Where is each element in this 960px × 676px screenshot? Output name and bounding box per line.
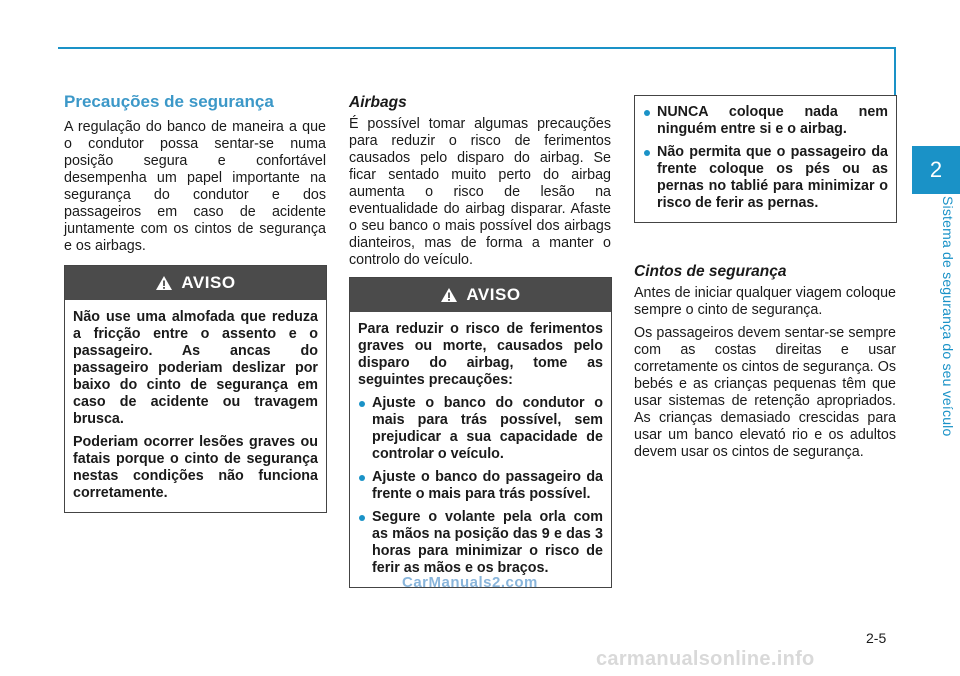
airbags-paragraph: É possível tomar algumas precauções para reduzir o risco de ferimentos causados pelo disparo do airbag. Se ficar sentado muito perto do airbag aumenta o risco de lesão na eventualidade do airbag disparar. Afaste o seu banco o mais possível dos airbags dianteiros, mas de forma a manter o controlo do veículo. — [349, 116, 611, 268]
warning-box-airbag — [349, 277, 612, 588]
warning-bullet: Ajuste o banco do passageiro da frente o mais para trás possível. — [358, 469, 603, 503]
warning-box-continued — [634, 95, 897, 223]
warning-label: AVISO — [466, 285, 521, 304]
warning-bullet-list — [358, 395, 603, 577]
section-heading-airbags: Airbags — [349, 94, 407, 111]
section-heading-safety-precautions: Precauções de segurança — [64, 92, 274, 111]
seat-belts-paragraph: Os passageiros devem sentar-se sempre com as costas direitas e usar corretamente os cintos de segurança. Os bebés e as crianças pequenas têm que usar sistemas de retenção apropriados. As crianças demasiado crescidas para usar um banco elevató rio e os adultos devem usar os cintos de segurança. — [634, 325, 896, 460]
safety-precautions-paragraph: A regulação do banco de maneira a que o condutor possa sentar-se numa posição segura e confortável desempenha um papel importante na segurança do condutor e dos passageiros em caso de acidente juntamente com os cintos de segurança e os airbags. — [64, 119, 326, 254]
warning-body — [65, 300, 326, 512]
warning-bullet: Não permita que o passageiro da frente coloque os pés ou as pernas no tablié para minimizar o risco de ferir as pernas. — [643, 144, 888, 212]
warning-label: AVISO — [181, 273, 236, 292]
warning-header — [350, 278, 611, 312]
seat-belts-text — [634, 285, 896, 461]
warning-bullet: Segure o volante pela orla com as mãos na posição das 9 e das 3 horas para minimizar o risco de ferir as mãos e os braços. — [358, 509, 603, 577]
warning-header — [65, 266, 326, 300]
top-rule — [58, 47, 894, 49]
warning-paragraph: Não use uma almofada que reduza a fricção entre o assento e o passageiro. As ancas do passageiro poderiam deslizar por baixo do cinto de segurança em caso de acidente ou travagem brusca. — [73, 309, 318, 427]
watermark-footer: carmanualsonline.info — [596, 648, 815, 670]
warning-triangle-icon — [440, 287, 458, 303]
seat-belts-paragraph: Antes de iniciar qualquer viagem coloque sempre o cinto de segurança. — [634, 285, 896, 318]
warning-box-cushion — [64, 265, 327, 513]
warning-body — [635, 96, 896, 222]
chapter-tab: 2 — [912, 146, 960, 194]
warning-triangle-icon — [155, 275, 173, 291]
warning-bullet: NUNCA coloque nada nem ninguém entre si e o airbag. — [643, 104, 888, 138]
warning-intro: Para reduzir o risco de ferimentos graves ou morte, causados pelo disparo do airbag, tome as seguintes precauções: — [358, 321, 603, 388]
warning-bullet-list — [643, 104, 888, 212]
section-heading-seat-belts: Cintos de segurança — [634, 263, 787, 280]
watermark-inline: CarManuals2.com — [402, 574, 538, 591]
warning-paragraph: Poderiam ocorrer lesões graves ou fatais porque o cinto de segurança nestas condições não funciona corretamente. — [73, 434, 318, 501]
page-number: 2-5 — [866, 630, 887, 646]
warning-bullet: Ajuste o banco do condutor o mais para trás possível, sem prejudicar a sua capacidade de controlar o veículo. — [358, 395, 603, 463]
chapter-title: Sistema de segurança do seu veículo — [940, 196, 956, 437]
warning-body — [350, 312, 611, 587]
